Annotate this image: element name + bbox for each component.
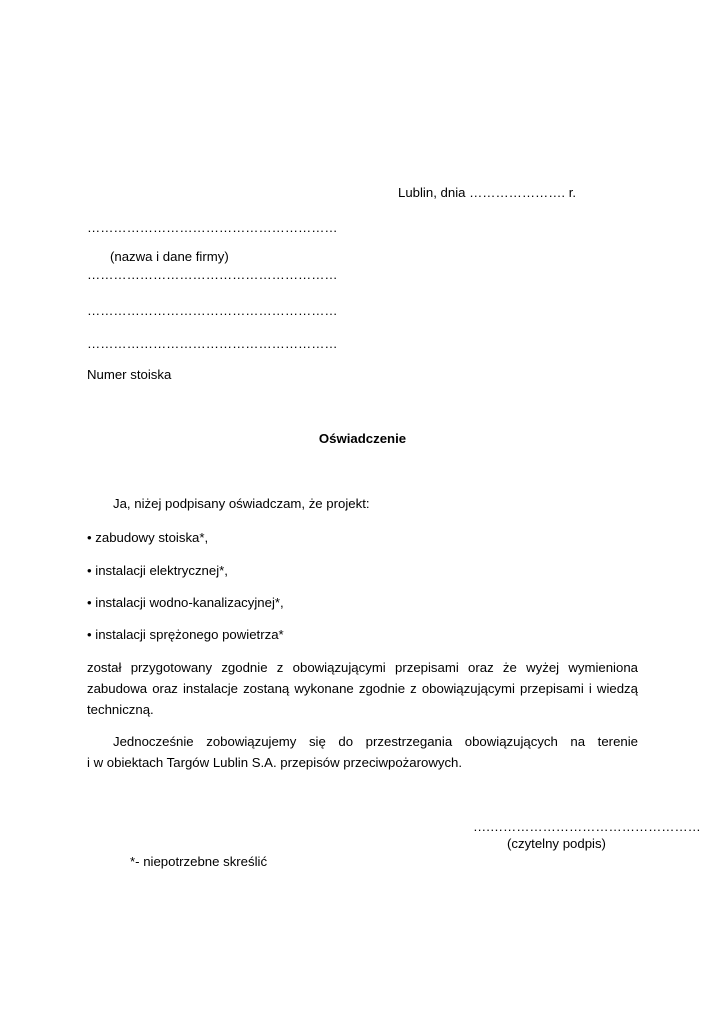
firm-name-dotted-line: ………………………………………………… bbox=[87, 220, 338, 235]
list-item: • instalacji elektrycznej*, bbox=[87, 563, 228, 578]
stand-number-label: Numer stoiska bbox=[87, 367, 172, 382]
list-item: • zabudowy stoiska*, bbox=[87, 530, 209, 545]
firm-label: (nazwa i dane firmy) bbox=[110, 249, 229, 264]
paragraph-line: zabudowa oraz instalacje zostaną wykonane zgodnie z obowiązującymi przepisami i wiedzą bbox=[87, 681, 638, 696]
footnote: *- niepotrzebne skreślić bbox=[130, 854, 268, 869]
firm-data-dotted-line: ………………………………………………… bbox=[87, 267, 338, 282]
paragraph-line: techniczną. bbox=[87, 702, 154, 717]
firm-data-dotted-line: ………………………………………………… bbox=[87, 303, 338, 318]
signature-label: (czytelny podpis) bbox=[507, 836, 606, 851]
stand-number-dotted-line: ………………………………………………… bbox=[87, 336, 338, 351]
list-item: • instalacji wodno-kanalizacyjnej*, bbox=[87, 595, 284, 610]
intro-text: Ja, niżej podpisany oświadczam, że projekt: bbox=[113, 496, 370, 511]
paragraph-line: Jednocześnie zobowiązujemy się do przestrzegania obowiązujących na terenie bbox=[113, 734, 638, 749]
signature-dotted-line: ….………………………………………… bbox=[473, 819, 701, 834]
list-item: • instalacji sprężonego powietrza* bbox=[87, 627, 284, 642]
compliance-paragraph bbox=[87, 657, 638, 720]
fire-safety-paragraph bbox=[87, 731, 638, 773]
date-line: Lublin, dnia …………………. r. bbox=[398, 185, 577, 200]
paragraph-line: został przygotowany zgodnie z obowiązującymi przepisami oraz że wyżej wymieniona bbox=[87, 660, 638, 675]
paragraph-line: i w obiektach Targów Lublin S.A. przepisów przeciwpożarowych. bbox=[87, 755, 463, 770]
document-title: Oświadczenie bbox=[318, 431, 407, 446]
